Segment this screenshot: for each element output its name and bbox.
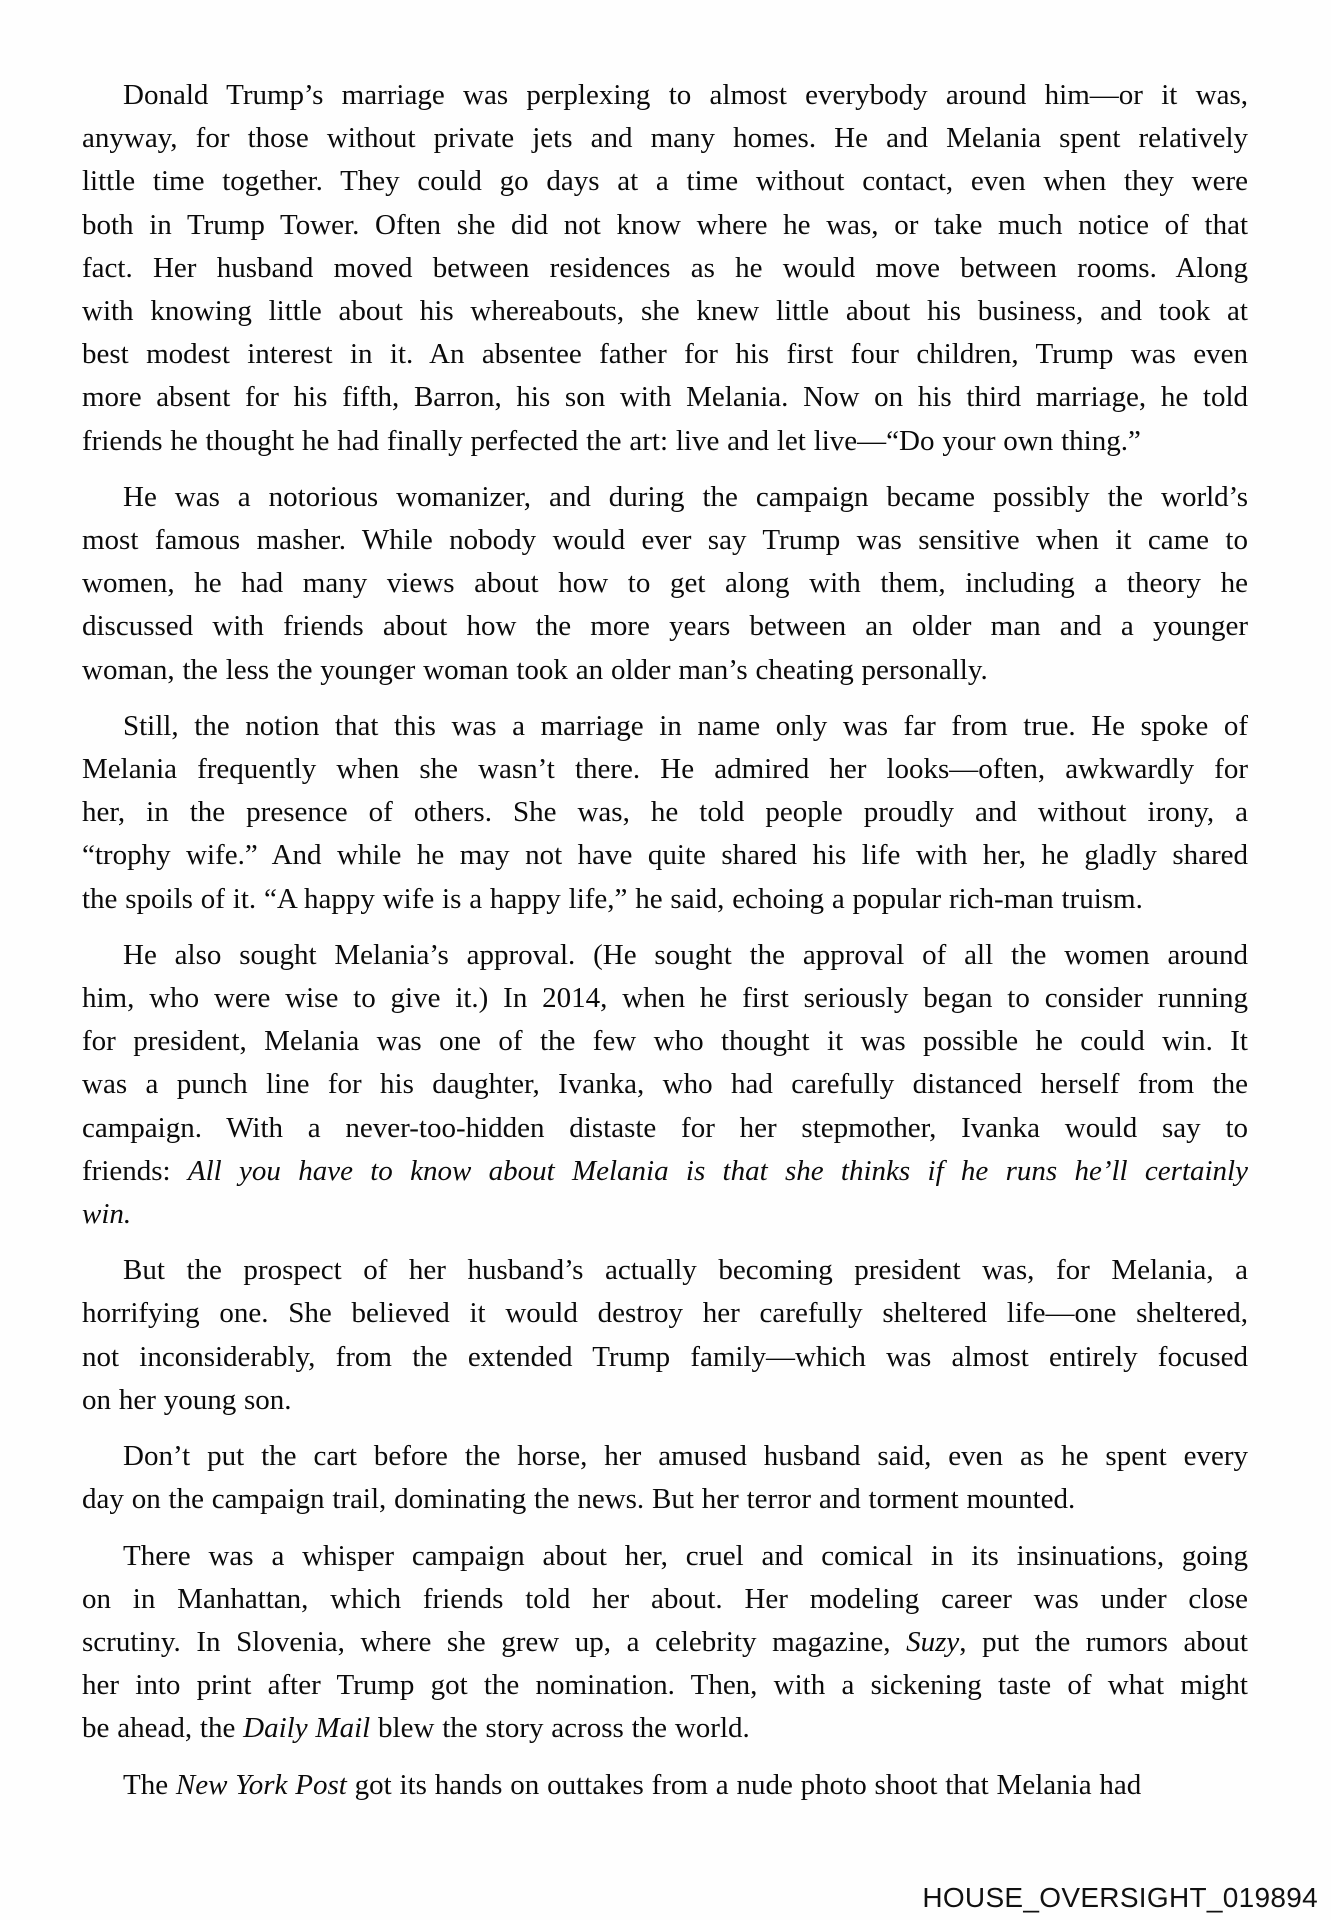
paragraph: [82, 705, 1248, 921]
text-line: [82, 1578, 1248, 1621]
text-line: [82, 649, 1248, 692]
text-segment: more absent for his fifth, Barron, his son with Melania. Now on his third marriage, he told: [82, 381, 1248, 414]
text-segment: But the prospect of her husband’s actually becoming president was, for Melania, a: [123, 1254, 1248, 1287]
text-segment: friends:: [82, 1154, 188, 1187]
text-line: [82, 748, 1248, 791]
text-line: [82, 878, 1248, 921]
italic-text-segment: win.: [82, 1198, 132, 1231]
text-line: [82, 1478, 1248, 1521]
text-segment: both in Trump Tower. Often she did not know where he was, or take much notice of that: [82, 208, 1248, 241]
text-line: [82, 247, 1248, 290]
text-segment: He was a notorious womanizer, and during the campaign became possibly the world’s: [123, 480, 1248, 513]
text-line: [82, 204, 1248, 247]
text-segment: day on the campaign trail, dominating the news. But her terror and torment mounted.: [82, 1483, 1076, 1516]
text-line: [82, 117, 1248, 160]
text-segment: Donald Trump’s marriage was perplexing to almost everybody around him—or it was,: [123, 79, 1248, 111]
paragraph: [82, 1249, 1248, 1422]
text-segment: for president, Melania was one of the few who thought it was possible he could win. It: [82, 1025, 1248, 1058]
text-segment: horrifying one. She believed it would destroy her carefully sheltered life—one sheltered,: [82, 1297, 1248, 1330]
text-segment: her into print after Trump got the nomination. Then, with a sickening taste of what might: [82, 1669, 1248, 1702]
text-segment: blew the story across the world.: [370, 1712, 750, 1745]
paragraph: [82, 934, 1248, 1236]
text-line: [82, 1764, 1248, 1807]
text-line: [82, 834, 1248, 877]
text-line: [82, 562, 1248, 605]
text-segment: her, in the presence of others. She was, he told people proudly and without irony, a: [82, 796, 1248, 829]
text-segment: fact. Her husband moved between residences as he would move between rooms. Along: [82, 251, 1248, 284]
text-segment: with knowing little about his whereabouts, she knew little about his business, and took at: [82, 295, 1248, 328]
italic-text-segment: New York Post: [175, 1768, 347, 1801]
text-segment: discussed with friends about how the more years between an older man and a younger: [82, 610, 1248, 643]
text-line: [82, 376, 1248, 419]
text-segment: , put the rumors about: [959, 1625, 1248, 1658]
text-line: [82, 1193, 1248, 1236]
paragraph: [82, 74, 1248, 463]
text-line: [82, 1292, 1248, 1335]
paragraph: [82, 1535, 1248, 1751]
text-line: [82, 1435, 1248, 1478]
text-line: [82, 1336, 1248, 1379]
text-segment: Don’t put the cart before the horse, her amused husband said, even as he spent every: [123, 1440, 1248, 1473]
text-segment: got its hands on outtakes from a nude photo shoot that Melania had: [346, 1768, 1142, 1801]
text-segment: “trophy wife.” And while he may not have quite shared his life with her, he gladly shared: [82, 839, 1248, 872]
text-line: [82, 791, 1248, 834]
text-line: [82, 74, 1248, 117]
text-line: [82, 1707, 1248, 1750]
text-line: [82, 519, 1248, 562]
text-line: [82, 1379, 1248, 1422]
text-line: [82, 290, 1248, 333]
text-segment: women, he had many views about how to get along with them, including a theory he: [82, 567, 1248, 600]
text-segment: on her young son.: [82, 1383, 292, 1416]
text-segment: on in Manhattan, which friends told her about. Her modeling career was under close: [82, 1582, 1248, 1615]
text-segment: He also sought Melania’s approval. (He sought the approval of all the women around: [123, 938, 1248, 971]
text-segment: campaign. With a never-too-hidden distaste for her stepmother, Ivanka would say to: [82, 1111, 1248, 1144]
text-line: [82, 1150, 1248, 1193]
text-segment: scrutiny. In Slovenia, where she grew up, a celebrity magazine,: [82, 1625, 907, 1658]
text-line: [82, 420, 1248, 463]
text-segment: anyway, for those without private jets and many homes. He and Melania spent relatively: [82, 122, 1248, 155]
text-segment: be ahead, the: [82, 1712, 244, 1745]
text-segment: little time together. They could go days at a time without contact, even when they were: [82, 165, 1248, 198]
text-line: [82, 1664, 1248, 1707]
text-line: [82, 1020, 1248, 1063]
text-segment: not inconsiderably, from the extended Trump family—which was almost entirely focused: [82, 1340, 1248, 1373]
text-segment: The: [123, 1768, 176, 1801]
italic-text-segment: All you have to know about Melania is that she thinks if he runs he’ll certainly: [187, 1154, 1248, 1187]
italic-text-segment: Suzy: [906, 1625, 960, 1658]
text-line: [82, 476, 1248, 519]
text-line: [82, 1621, 1248, 1664]
text-line: [82, 705, 1248, 748]
document-body: [82, 74, 1248, 1820]
text-segment: There was a whisper campaign about her, cruel and comical in its insinuations, going: [123, 1539, 1248, 1572]
text-segment: Melania frequently when she wasn’t there. He admired her looks—often, awkwardly for: [82, 753, 1248, 786]
text-segment: him, who were wise to give it.) In 2014, when he first seriously began to consider running: [82, 982, 1248, 1015]
paragraph: [82, 1764, 1248, 1807]
text-line: [82, 1063, 1248, 1106]
text-segment: most famous masher. While nobody would ever say Trump was sensitive when it came to: [82, 524, 1248, 557]
text-line: [82, 1535, 1248, 1578]
text-segment: friends he thought he had finally perfected the art: live and let live—“Do your own thing.”: [82, 424, 1141, 457]
text-segment: woman, the less the younger woman took an older man’s cheating personally.: [82, 653, 988, 686]
text-line: [82, 1249, 1248, 1292]
text-line: [82, 333, 1248, 376]
bates-number: HOUSE_OVERSIGHT_019894: [922, 1882, 1318, 1913]
text-line: [82, 934, 1248, 977]
text-segment: the spoils of it. “A happy wife is a happy life,” he said, echoing a popular rich-man truism.: [82, 882, 1143, 915]
paragraph: [82, 1435, 1248, 1521]
text-segment: was a punch line for his daughter, Ivanka, who had carefully distanced herself from the: [82, 1068, 1248, 1101]
italic-text-segment: Daily Mail: [243, 1712, 371, 1745]
text-line: [82, 1107, 1248, 1150]
text-segment: best modest interest in it. An absentee father for his first four children, Trump was even: [82, 338, 1248, 371]
text-line: [82, 160, 1248, 203]
text-segment: Still, the notion that this was a marriage in name only was far from true. He spoke of: [123, 709, 1248, 742]
paragraph: [82, 476, 1248, 692]
text-line: [82, 977, 1248, 1020]
text-line: [82, 605, 1248, 648]
